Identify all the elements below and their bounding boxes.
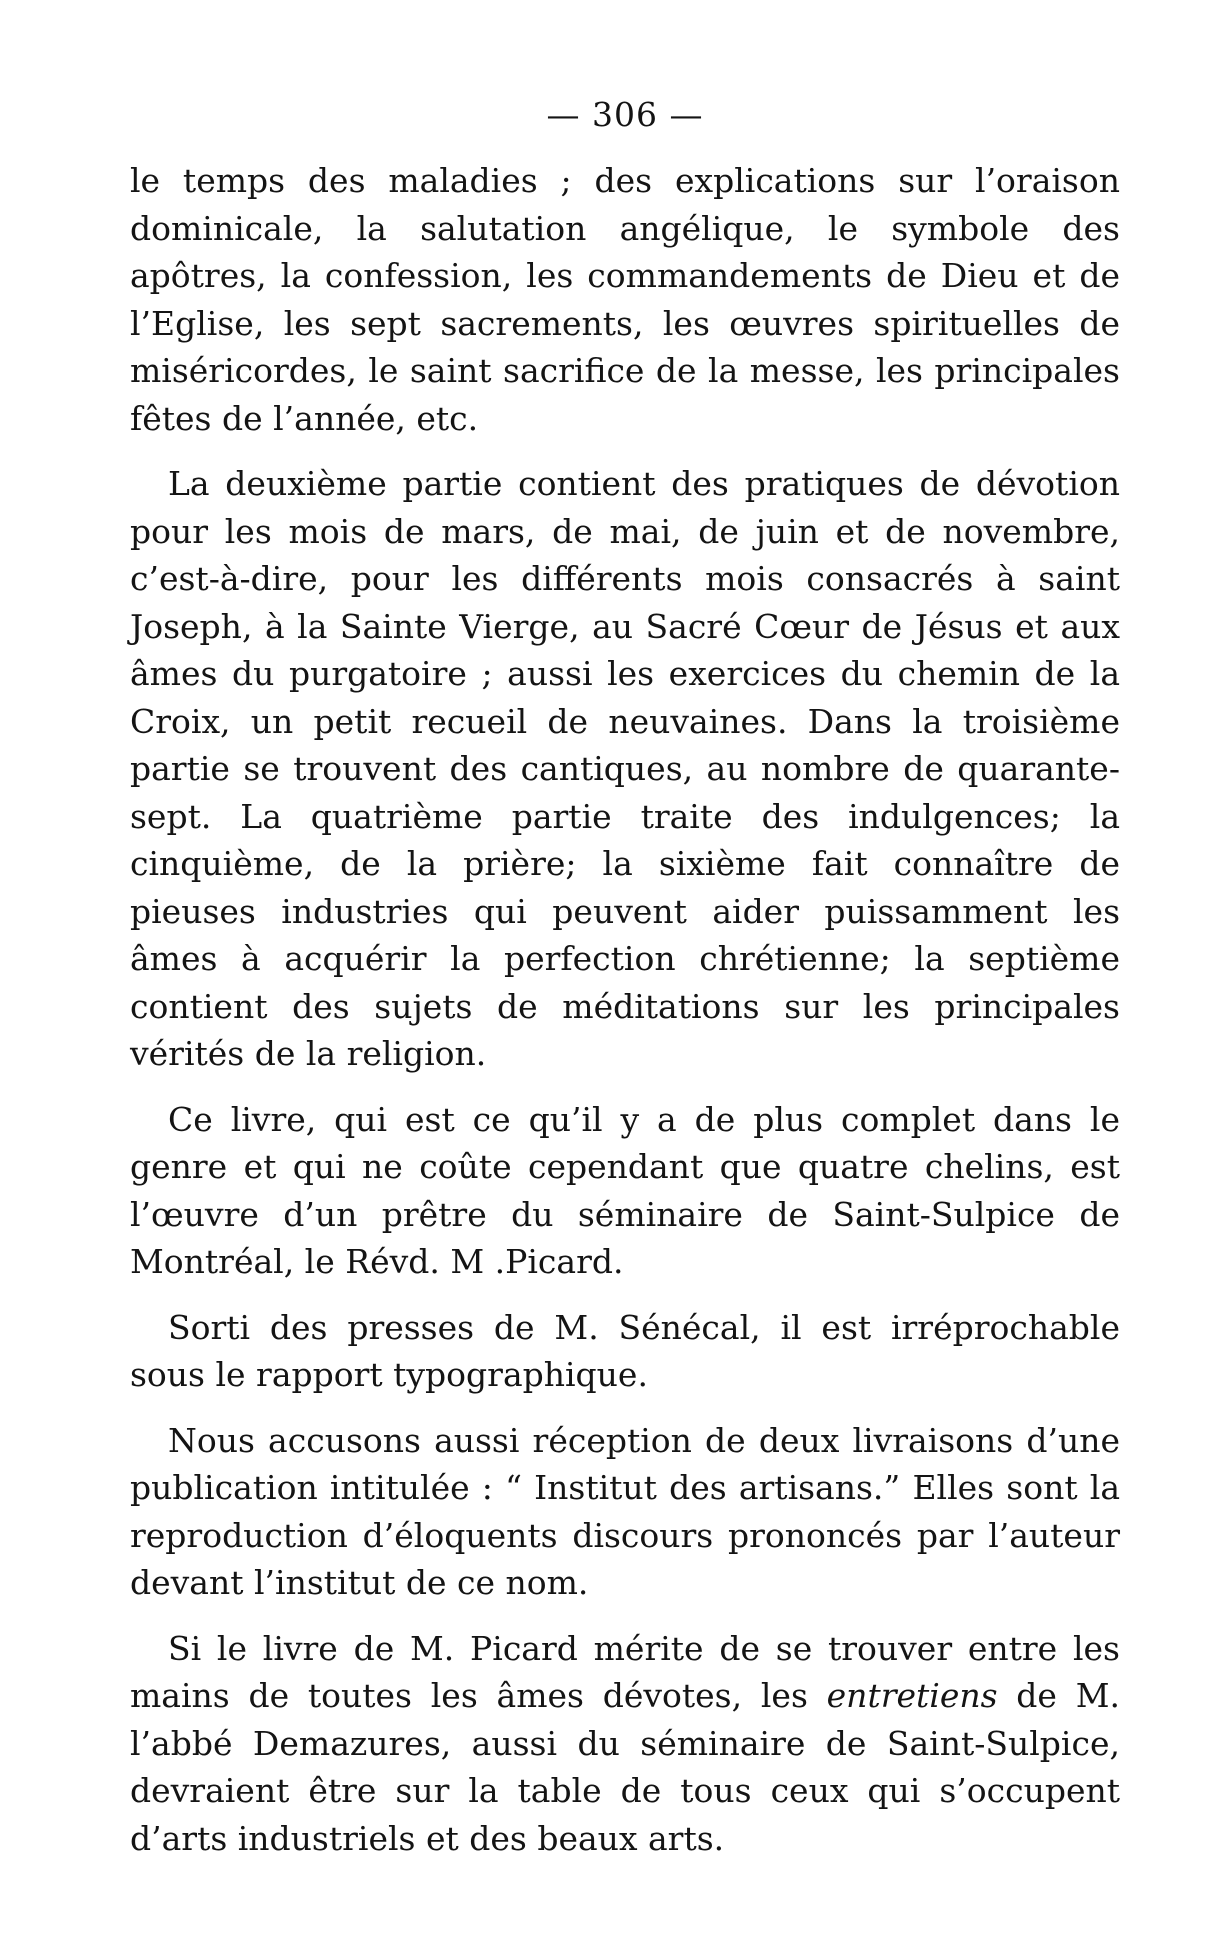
paragraph-continuation: le temps des maladies ; des explications sur l’oraison dominicale, la salutation angélique, le symbole des apôtres, la confession, les commandements de Dieu et de l’Eglise, les sept sacrements, les œuvres spirituelles de miséricordes, le saint sacrifice de la messe, les principales fêtes de l’année, etc. — [130, 161, 1120, 438]
body-text — [130, 157, 1120, 1862]
paragraph-si-le-livre-end: de M. l’abbé Demazures, aussi du séminaire de Saint-Sulpice, devraient être sur la table de tous ceux qui s’occupent d’arts industriels et des beaux arts. — [130, 1676, 1121, 1858]
paragraph-sorti-des-presses: Sorti des presses de M. Sénécal, il est irréprochable sous le rapport typographique. — [130, 1307, 1120, 1394]
paragraph-si-le-livre-start: Si le livre de M. Picard mérite de se trouver entre les mains de toutes les âmes dévotes, les — [130, 1628, 1120, 1715]
paragraph-si-le-livre — [130, 1625, 1120, 1863]
book-page — [130, 95, 1120, 1915]
paragraph-nous-accusons: Nous accusons aussi réception de deux livraisons d’une publication intitulée : “ Institut des artisans.” Elles sont la reproduction d’éloquents discours prononcés par l’auteur devant l’institut de ce nom. — [130, 1420, 1120, 1602]
italic-entretiens: entretiens — [826, 1676, 998, 1715]
paragraph-ce-livre: Ce livre, qui est ce qu’il y a de plus complet dans le genre et qui ne coûte cependant que quatre chelins, est l’œuvre d’un prêtre du séminaire de Saint-Sulpice de Montréal, le Révd. M .Picard. — [130, 1099, 1120, 1281]
page-number: — 306 — — [546, 95, 704, 134]
paragraph-deuxieme-partie: La deuxième partie contient des pratiques de dévotion pour les mois de mars, de mai, de juin et de novembre, c’est-à-dire, pour les différents mois consacrés à saint Joseph, à la Sainte Vierge, au Sacré Cœur de Jésus et aux âmes du purgatoire ; aussi les exercices du chemin de la Croix, un petit recueil de neuvaines. Dans la troisième partie se trouvent des cantiques, au nombre de quarante-sept. La quatrième partie traite des indulgences; la cinquième, de la prière; la sixième fait connaître de pieuses industries qui peuvent aider puissamment les âmes à acquérir la perfection chrétienne; la septième contient des sujets de méditations sur les principales vérités de la religion. — [130, 464, 1120, 1073]
